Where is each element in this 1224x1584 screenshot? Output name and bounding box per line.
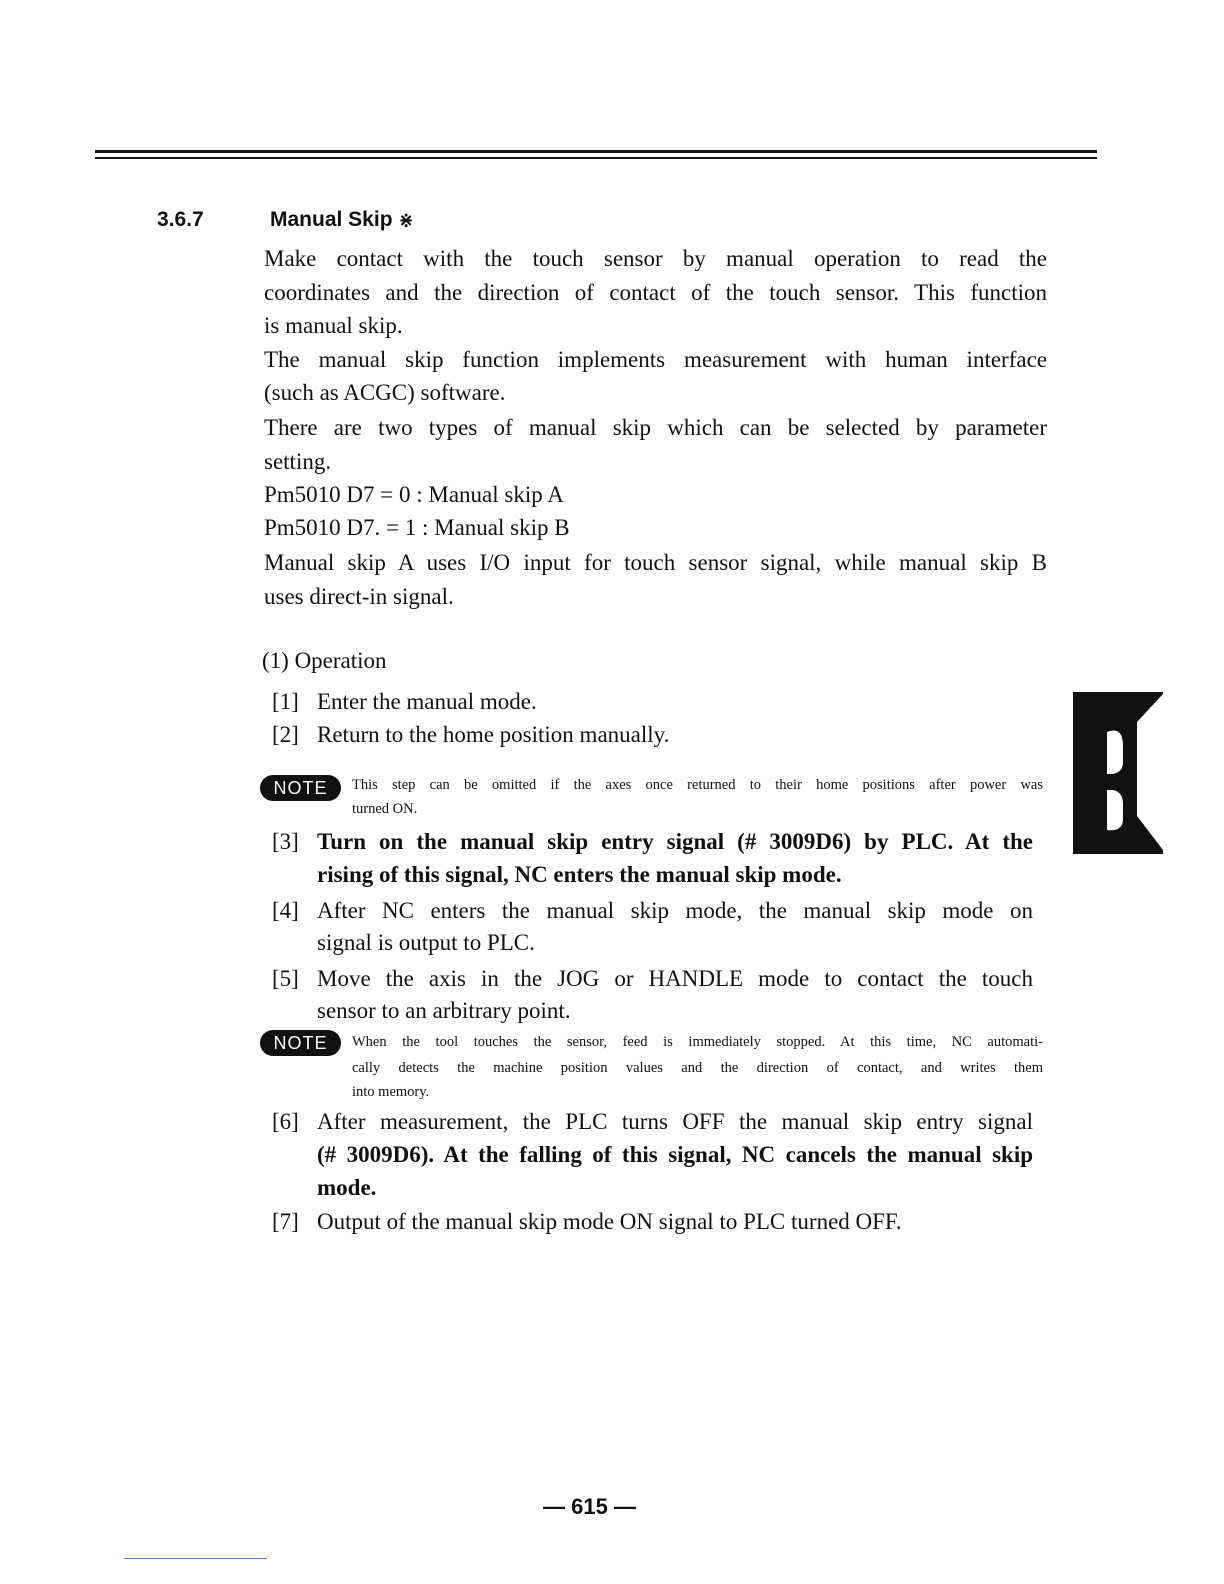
step-text: Turn on the manual skip entry signal (# 3009D6) by PLC. At the — [317, 829, 1033, 854]
note-badge: NOTE — [260, 775, 341, 801]
note-text: turned ON. — [352, 801, 418, 817]
body-line: uses direct-in signal. — [264, 584, 454, 609]
header-rule-bottom — [95, 157, 1097, 159]
step-text: After NC enters the manual skip mode, the manual skip mode on — [317, 898, 1033, 923]
footer-rule — [124, 1558, 267, 1559]
header-rule-top — [95, 150, 1097, 153]
operation-heading: (1) Operation — [262, 648, 387, 673]
body-line: Pm5010 D7 = 0 : Manual skip A — [264, 482, 564, 507]
step-text: mode. — [317, 1175, 377, 1200]
step-text: signal is output to PLC. — [317, 930, 535, 955]
body-line: The manual skip function implements measurement with human interface — [264, 347, 1047, 372]
body-line: (such as ACGC) software. — [264, 380, 506, 405]
section-title — [270, 208, 414, 232]
step-text: sensor to an arbitrary point. — [317, 998, 571, 1023]
body-line: is manual skip. — [264, 313, 403, 338]
note-text: When the tool touches the sensor, feed is immediately stopped. At this time, NC automati- — [352, 1034, 1043, 1050]
chapter-tab-icon — [1073, 692, 1163, 854]
step-number: [3] — [272, 829, 299, 854]
body-line: Pm5010 D7. = 1 : Manual skip B — [264, 515, 570, 540]
note-badge: NOTE — [260, 1030, 341, 1056]
body-line: setting. — [264, 449, 332, 474]
page-number: — 615 — — [543, 1494, 636, 1519]
step-number: [5] — [272, 966, 299, 991]
step-number: [2] — [272, 722, 299, 747]
step-number: [7] — [272, 1209, 299, 1234]
body-line: Manual skip A uses I/O input for touch sensor signal, while manual skip B — [264, 550, 1047, 575]
body-line: Make contact with the touch sensor by manual operation to read the — [264, 246, 1047, 271]
step-number: [6] — [272, 1109, 299, 1134]
note-text: This step can be omitted if the axes once returned to their home positions after power was — [352, 777, 1043, 793]
step-number: [4] — [272, 898, 299, 923]
body-line: There are two types of manual skip which can be selected by parameter — [264, 415, 1047, 440]
body-line: coordinates and the direction of contact of the touch sensor. This function — [264, 280, 1047, 305]
section-title-text: Manual Skip — [270, 208, 393, 231]
section-number: 3.6.7 — [157, 208, 204, 231]
note-text: into memory. — [352, 1084, 430, 1100]
step-number: [1] — [272, 689, 299, 714]
step-text: (# 3009D6). At the falling of this signal, NC cancels the manual skip — [317, 1142, 1033, 1167]
step-text: Output of the manual skip mode ON signal to PLC turned OFF. — [317, 1209, 902, 1234]
step-text: Return to the home position manually. — [317, 722, 670, 747]
step-text: After measurement, the PLC turns OFF the manual skip entry signal — [317, 1109, 1033, 1134]
note-text: cally detects the machine position values and the direction of contact, and writes them — [352, 1060, 1043, 1076]
step-text: Enter the manual mode. — [317, 689, 537, 714]
section-mark-icon: ⋇ — [398, 210, 414, 230]
step-text: rising of this signal, NC enters the manual skip mode. — [317, 862, 842, 887]
step-text: Move the axis in the JOG or HANDLE mode to contact the touch — [317, 966, 1033, 991]
